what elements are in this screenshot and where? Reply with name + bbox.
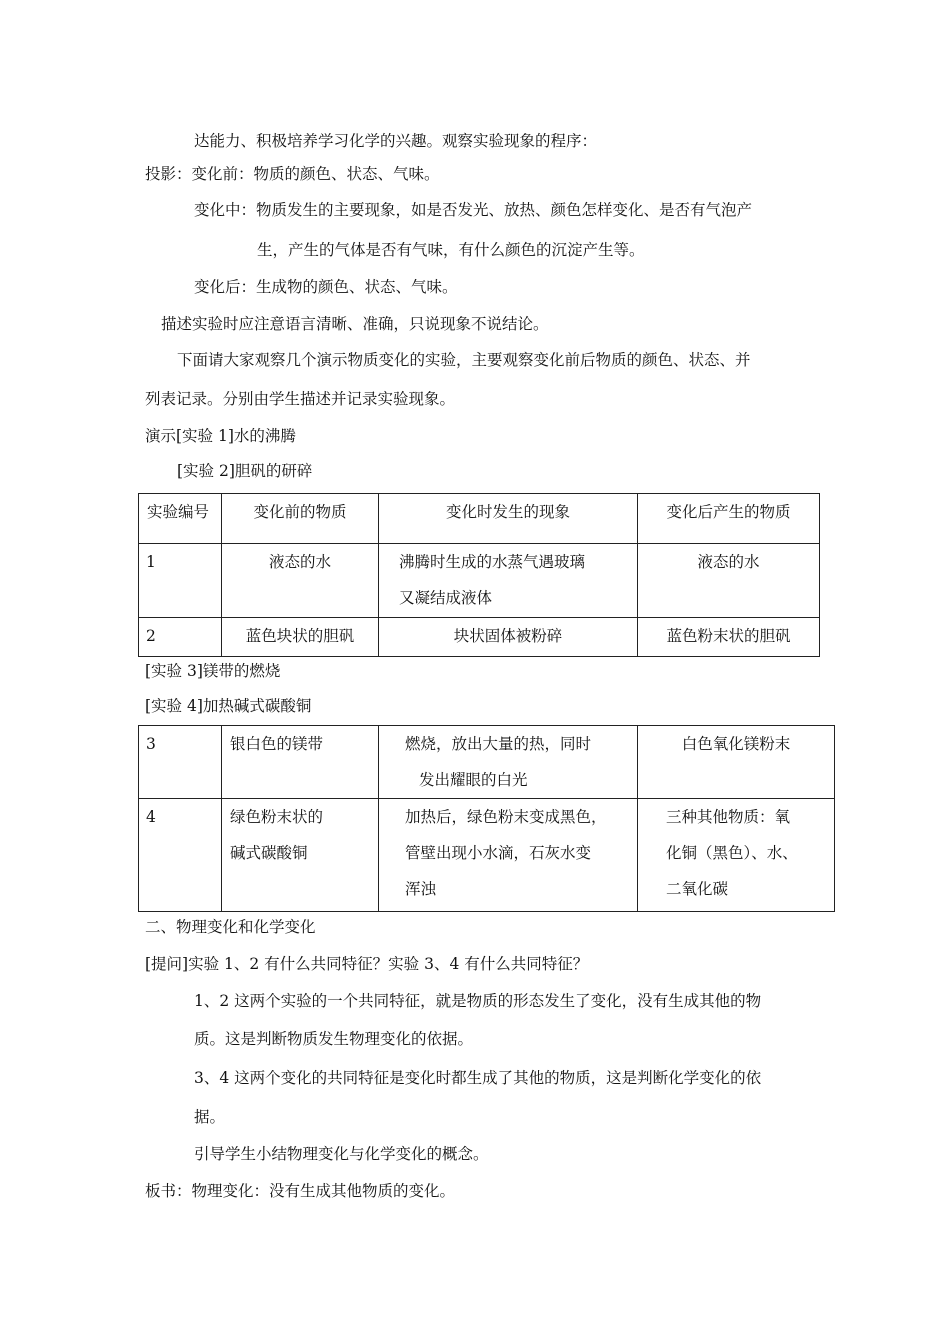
question-line: [提问]实验 1、2 有什么共同特征？实验 3、4 有什么共同特征？ bbox=[145, 955, 589, 973]
section-2-heading: 二、物理变化和化学变化 bbox=[145, 918, 316, 936]
table-header-cell: 变化前的物质 bbox=[222, 494, 379, 544]
experiment-table-1 bbox=[138, 493, 820, 657]
after-text: 生成物的颜色、状态、气味。 bbox=[256, 278, 458, 296]
board-line bbox=[145, 1181, 455, 1201]
para-line-2: 列表记录。分别由学生描述并记录实验现象。 bbox=[145, 390, 456, 408]
before-label: 变化前： bbox=[191, 165, 254, 183]
answer-2-line-2: 据。 bbox=[194, 1108, 226, 1126]
board-label: 板书： bbox=[145, 1182, 192, 1200]
experiment-table-2 bbox=[138, 725, 835, 912]
projection-label: 投影： bbox=[145, 165, 192, 183]
table-cell: 蓝色块状的胆矾 bbox=[222, 618, 379, 657]
projection-before-line bbox=[145, 164, 440, 184]
table-cell: 加热后，绿色粉末变成黑色， 管壁出现小水滴，石灰水变 浑浊 bbox=[379, 799, 638, 912]
table-cell: 银白色的镁带 bbox=[222, 726, 379, 799]
table-row bbox=[139, 799, 835, 912]
table-header-cell: 实验编号 bbox=[139, 494, 222, 544]
table-header-row bbox=[139, 494, 820, 544]
demo-2-line: [实验 2]胆矾的研碎 bbox=[177, 462, 313, 480]
table-cell: 液态的水 bbox=[222, 544, 379, 618]
table-cell: 2 bbox=[139, 618, 222, 657]
during-label: 变化中： bbox=[194, 201, 257, 219]
table-cell: 块状固体被粉碎 bbox=[379, 618, 638, 657]
table-header-cell: 变化时发生的现象 bbox=[379, 494, 638, 544]
table-cell: 4 bbox=[139, 799, 222, 912]
answer-2-line-1: 3、4 这两个变化的共同特征是变化时都生成了其他的物质，这是判断化学变化的依 bbox=[194, 1069, 762, 1087]
during-text-1: 物质发生的主要现象，如是否发光、放热、颜色怎样变化、是否有气泡产 bbox=[256, 201, 753, 219]
table-cell: 3 bbox=[139, 726, 222, 799]
during-line-2: 生，产生的气体是否有气味，有什么颜色的沉淀产生等。 bbox=[257, 241, 645, 259]
guide-line: 引导学生小结物理变化与化学变化的概念。 bbox=[194, 1145, 489, 1163]
table-row bbox=[139, 544, 820, 618]
answer-1-line-2: 质。这是判断物质发生物理变化的依据。 bbox=[194, 1030, 474, 1048]
table-row bbox=[139, 726, 835, 799]
board-text: 物理变化：没有生成其他物质的变化。 bbox=[191, 1182, 456, 1200]
before-text: 物质的颜色、状态、气味。 bbox=[253, 165, 440, 183]
answer-1-line-1: 1、2 这两个实验的一个共同特征，就是物质的形态发生了变化，没有生成其他的物 bbox=[194, 992, 762, 1010]
table-cell: 沸腾时生成的水蒸气遇玻璃 又凝结成液体 bbox=[379, 544, 638, 618]
intro-line-1: 达能力、积极培养学习化学的兴趣。观察实验现象的程序： bbox=[194, 132, 598, 150]
demo-4-line: [实验 4]加热碱式碳酸铜 bbox=[145, 697, 312, 715]
table-cell: 白色氧化镁粉末 bbox=[638, 726, 835, 799]
table-cell: 绿色粉末状的 碱式碳酸铜 bbox=[222, 799, 379, 912]
during-line-1 bbox=[194, 200, 752, 220]
table-cell: 三种其他物质：氧 化铜（黑色）、水、 二氧化碳 bbox=[638, 799, 835, 912]
after-label: 变化后： bbox=[194, 278, 257, 296]
table-cell: 燃烧，放出大量的热，同时 发出耀眼的白光 bbox=[379, 726, 638, 799]
after-line bbox=[194, 277, 458, 297]
table-cell: 1 bbox=[139, 544, 222, 618]
demo-3-line: [实验 3]镁带的燃烧 bbox=[145, 662, 281, 680]
table-row bbox=[139, 618, 820, 657]
demo-1-line: 演示[实验 1]水的沸腾 bbox=[145, 427, 296, 445]
table-cell: 蓝色粉末状的胆矾 bbox=[638, 618, 820, 657]
para-line-1: 下面请大家观察几个演示物质变化的实验，主要观察变化前后物质的颜色、状态、并 bbox=[177, 351, 751, 369]
note-line: 描述实验时应注意语言清晰、准确，只说现象不说结论。 bbox=[161, 315, 549, 333]
table-cell: 液态的水 bbox=[638, 544, 820, 618]
table-header-cell: 变化后产生的物质 bbox=[638, 494, 820, 544]
